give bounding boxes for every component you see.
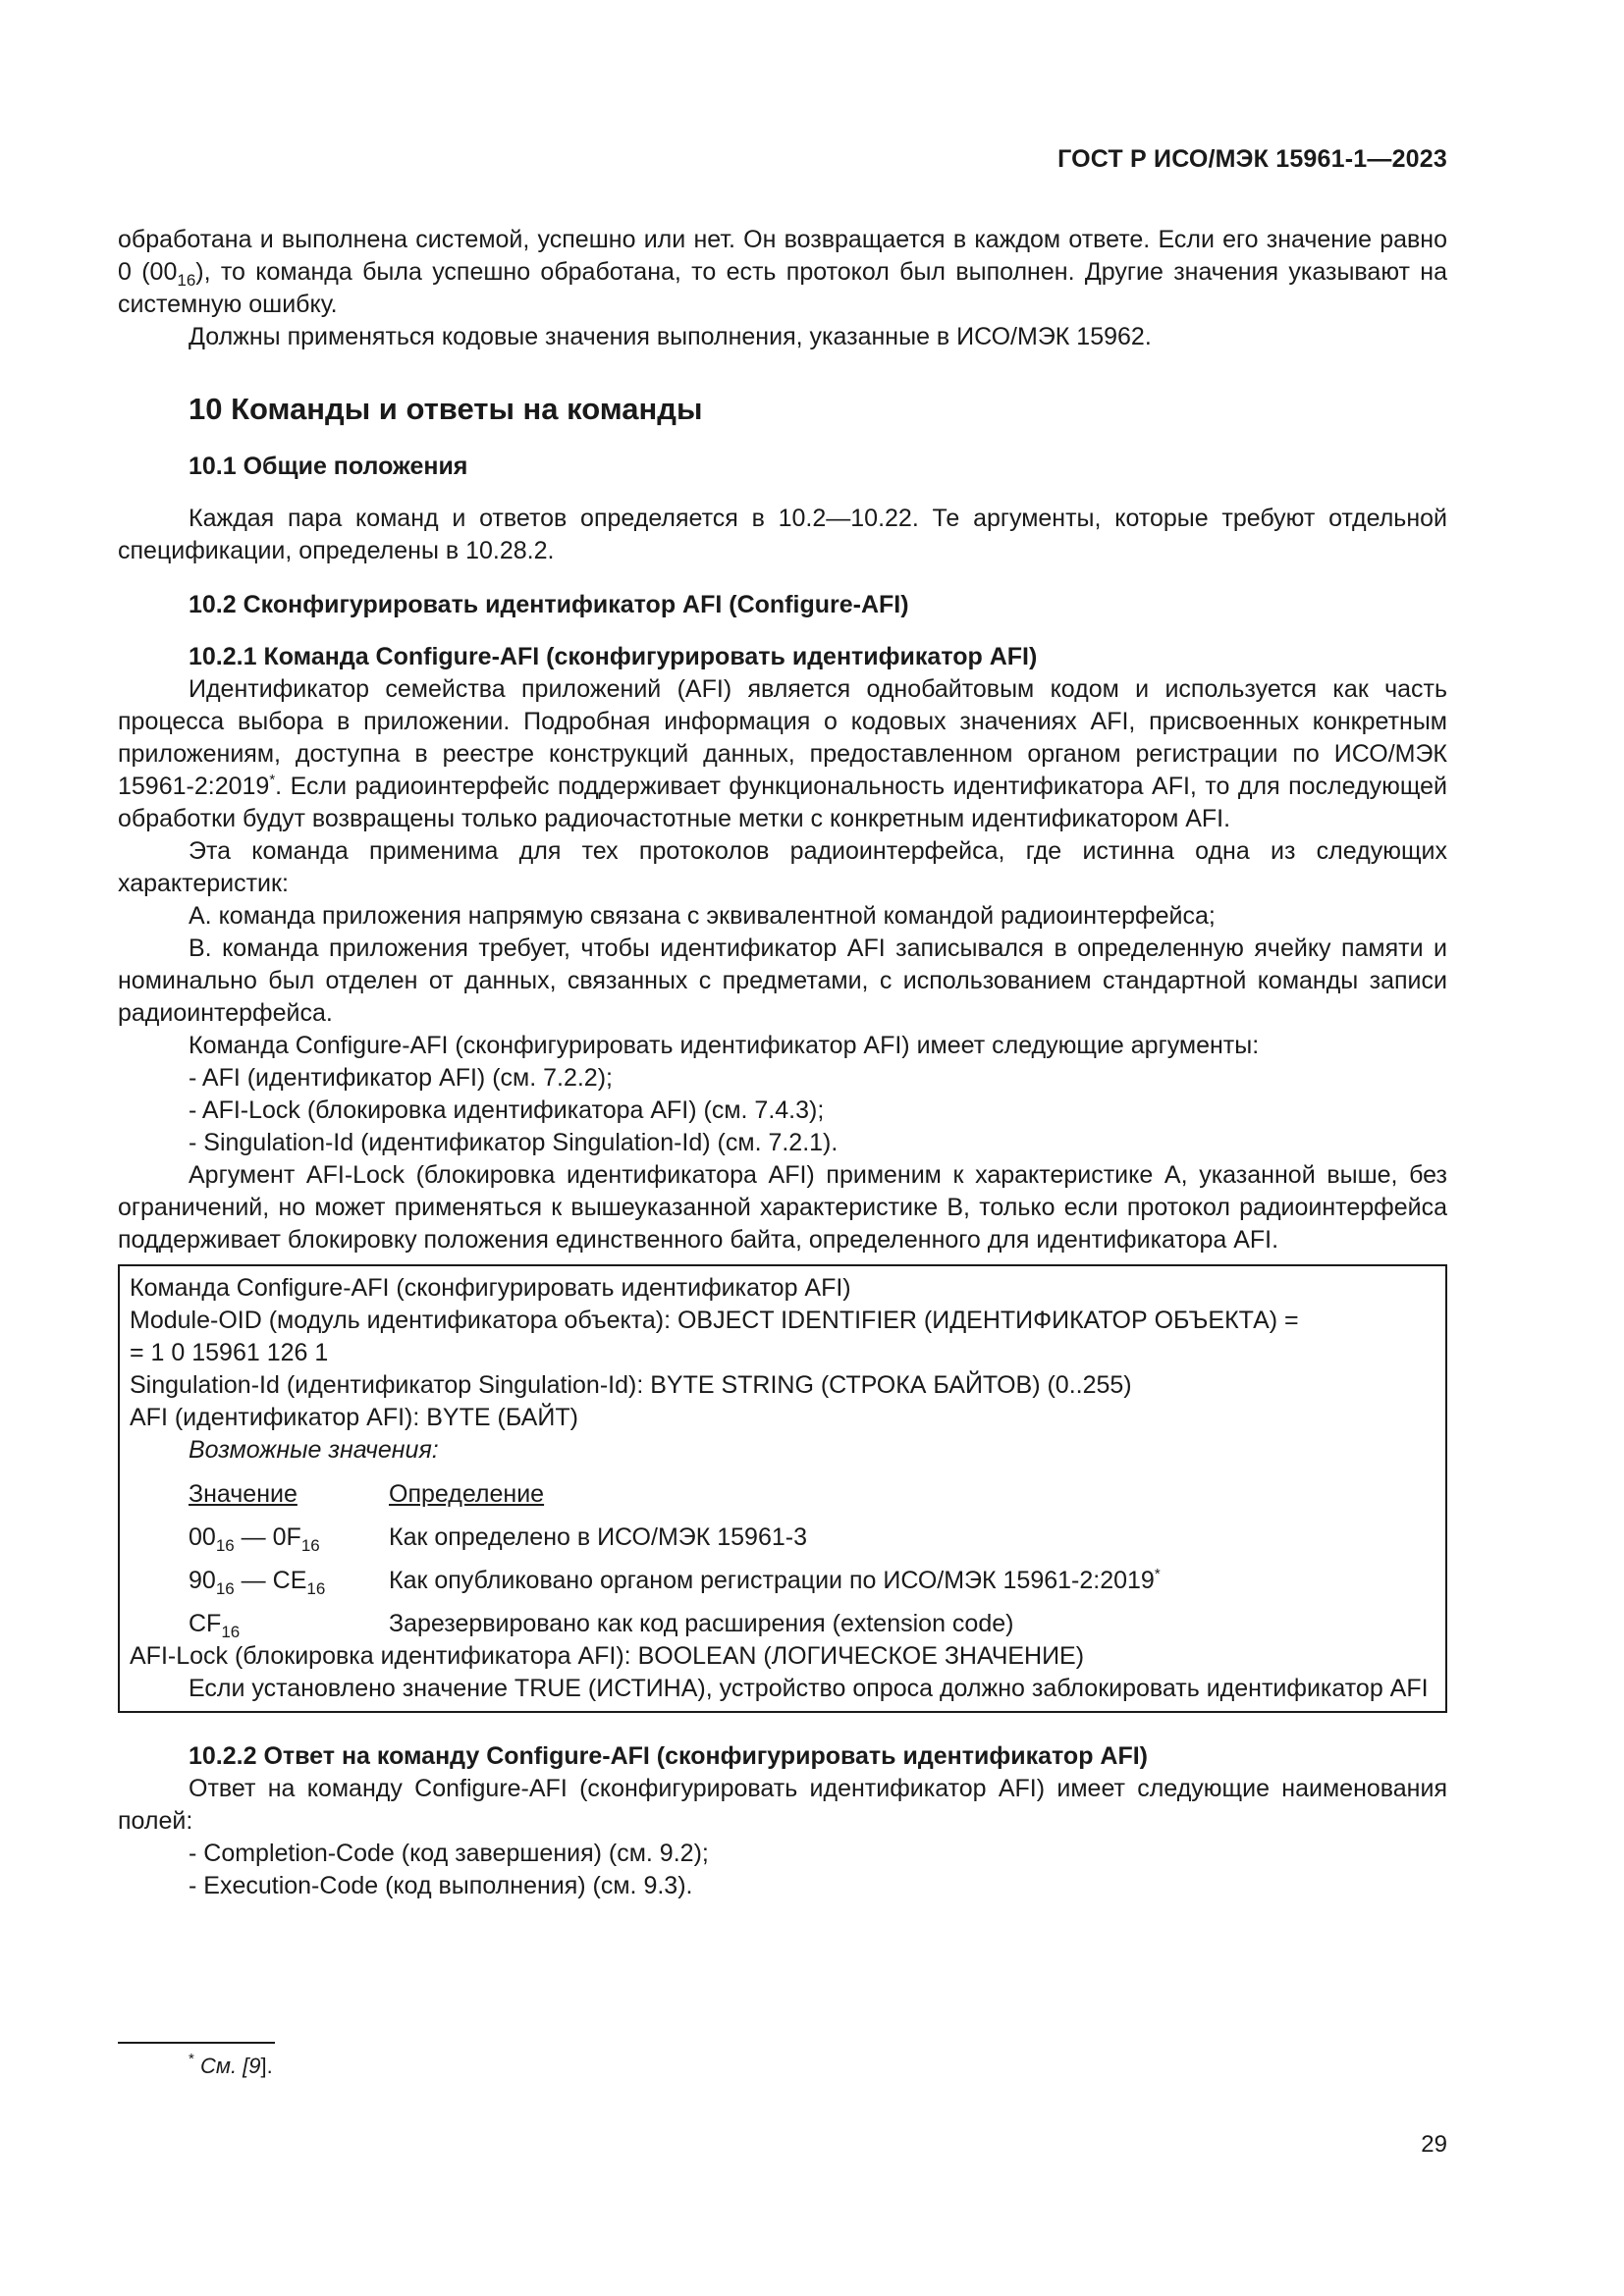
paragraph: Эта команда применима для тех протоколов радиоинтерфейса, где истинна одна из следующих характеристик: (118, 837, 1447, 897)
text: ), то команда была успешно обработана, то есть протокол был выполнен. Другие значения указывают на системную ошибку. (118, 258, 1447, 318)
paragraph: Аргумент AFI-Lock (блокировка идентификатора AFI) применим к характеристике А, указанной выше, без ограничений, но может применяться к вышеуказанной характеристике В, только если протокол радиоинтерфейса поддерживает блокировку положения единственного байта, определенного для идентификатора AFI. (118, 1161, 1447, 1254)
values-table (189, 1478, 1161, 1651)
list-item: - AFI-Lock (блокировка идентификатора AFI) (см. 7.4.3); (189, 1096, 825, 1124)
section-heading: 10 Команды и ответы на команды (189, 392, 703, 426)
paragraph (118, 673, 1447, 835)
subsubsection-heading: 10.2.1 Команда Configure-AFI (сконфигурировать идентификатор AFI) (189, 643, 1038, 670)
text: ]. (260, 2054, 273, 2078)
column-header-definition: Определение (389, 1480, 545, 1508)
list-item: - Completion-Code (код завершения) (см. 9.2); (189, 1840, 709, 1867)
column-header-value: Значение (189, 1480, 298, 1508)
box-line: = 1 0 15961 126 1 (130, 1339, 329, 1366)
document-code-header: ГОСТ Р ИСО/МЭК 15961-1—2023 (1057, 145, 1447, 173)
subscript: 16 (300, 1536, 320, 1555)
footnote-marker: * (189, 2051, 194, 2067)
text: — (234, 1523, 273, 1551)
text: обработана и выполнена системой, успешно или нет. Он возвращается в каждом ответе. Если его значение равно 0 (00 (118, 226, 1447, 286)
paragraph: Должны применяться кодовые значения выполнения, указанные в ИСО/МЭК 15962. (189, 323, 1152, 350)
footnote-marker: * (1154, 1566, 1161, 1582)
subsection-heading: 10.2 Сконфигурировать идентификатор AFI (Configure-AFI) (189, 591, 909, 618)
value-cell (189, 1565, 389, 1608)
footnote-reference: 9 (248, 2054, 261, 2078)
text: CF (189, 1610, 222, 1637)
box-line: Команда Configure-AFI (сконфигурировать идентификатор AFI) (130, 1274, 851, 1302)
subsection-heading: 10.1 Общие положения (189, 453, 468, 480)
table-header-row (189, 1478, 1161, 1522)
paragraph: Каждая пара команд и ответов определяется в 10.2—10.22. Те аргументы, которые требуют отдельной спецификации, определены в 10.28.2. (118, 505, 1447, 564)
box-line: AFI (идентификатор AFI): BYTE (БАЙТ) (130, 1404, 578, 1431)
paragraph: Команда Configure-AFI (сконфигурировать идентификатор AFI) имеет следующие аргументы: (189, 1032, 1260, 1059)
text: 00 (189, 1523, 216, 1551)
footnote (189, 2051, 273, 2079)
text: Зарезервировано как код расширения (extension code) (389, 1610, 1014, 1637)
page-number: 29 (1421, 2131, 1447, 2158)
table-row (189, 1522, 1161, 1565)
list-item: - AFI (идентификатор AFI) (см. 7.2.2); (189, 1064, 613, 1092)
paragraph-continuation (118, 224, 1447, 321)
list-item: - Singulation-Id (идентификатор Singulation-Id) (см. 7.2.1). (189, 1129, 839, 1156)
list-item: В. команда приложения требует, чтобы идентификатор AFI записывался в определенную ячейку памяти и номинально был отделен от данных, связанных с предметами, с использованием стандартной команды записи радиоинтерфейса. (118, 934, 1447, 1027)
text: — (234, 1567, 273, 1594)
definition-cell (389, 1565, 1161, 1608)
subscript: 16 (215, 1579, 235, 1598)
box-line: Если установлено значение TRUE (ИСТИНА), устройство опроса должно заблокировать идентификатор AFI (189, 1675, 1429, 1702)
text: 90 (189, 1567, 216, 1594)
subscript: 16 (177, 271, 196, 290)
paragraph: Ответ на команду Configure-AFI (сконфигурировать идентификатор AFI) имеет следующие наименования полей: (118, 1775, 1447, 1835)
subscript: 16 (306, 1579, 326, 1598)
box-line: Singulation-Id (идентификатор Singulation-Id): BYTE STRING (СТРОКА БАЙТОВ) (0..255) (130, 1371, 1132, 1399)
box-line: Возможные значения: (189, 1436, 439, 1464)
subsubsection-heading: 10.2.2 Ответ на команду Configure-AFI (сконфигурировать идентификатор AFI) (189, 1742, 1149, 1770)
value-cell (189, 1522, 389, 1565)
text: Как опубликовано органом регистрации по ИСО/МЭК 15961-2:2019 (389, 1567, 1155, 1594)
page-content (118, 224, 1447, 1902)
command-definition-box (118, 1264, 1447, 1713)
text: Как определено в ИСО/МЭК 15961-3 (389, 1523, 808, 1551)
text: CE (272, 1567, 307, 1594)
definition-cell (389, 1522, 1161, 1565)
text: . Если радиоинтерфейс поддерживает функциональность идентификатора AFI, то для последующей обработки будут возвращены только радиочастотные метки с конкретным идентификатором AFI. (118, 773, 1447, 832)
footnote-marker: * (269, 772, 276, 788)
subscript: 16 (215, 1536, 235, 1555)
list-item: - Execution-Code (код выполнения) (см. 9.3). (189, 1872, 693, 1899)
subscript: 16 (221, 1623, 241, 1641)
table-row (189, 1565, 1161, 1608)
footnote-separator (118, 2042, 275, 2044)
list-item: А. команда приложения напрямую связана с эквивалентной командой радиоинтерфейса; (189, 902, 1216, 930)
box-line: AFI-Lock (блокировка идентификатора AFI): BOOLEAN (ЛОГИЧЕСКОЕ ЗНАЧЕНИЕ) (130, 1642, 1085, 1670)
text: 0F (272, 1523, 301, 1551)
box-line: Module-OID (модуль идентификатора объекта): OBJECT IDENTIFIER (ИДЕНТИФИКАТОР ОБЪЕКТА) = (130, 1307, 1299, 1334)
text: См. [ (199, 2054, 249, 2078)
text: Идентификатор семейства приложений (AFI) является однобайтовым кодом и используется как часть процесса выбора в приложении. Подробная информация о кодовых значениях AFI, присвоенных конкретным приложениям, доступна в реестре конструкций данных, предоставленном органом регистрации по ИСО/МЭК 15961-2:2019 (118, 675, 1447, 800)
